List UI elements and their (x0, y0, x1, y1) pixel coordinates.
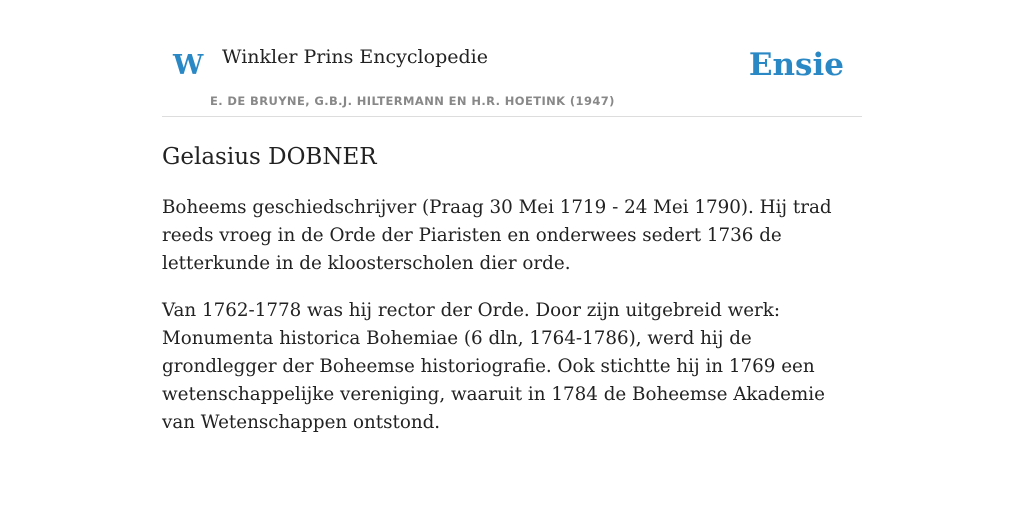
ensie-logo[interactable]: Ensie (748, 47, 844, 83)
publication-title[interactable]: Winkler Prins Encyclopedie (222, 46, 488, 68)
encyclopedia-logo[interactable]: W (173, 50, 204, 81)
article-paragraph: Boheems geschiedschrijver (Praag 30 Mei 1719 - 24 Mei 1790). Hij trad reeds vroeg in de Orde der Piaristen en onderwees sedert 1736 de letterkunde in de kloosterscholen dier orde. (162, 197, 832, 274)
publication-authors: E. DE BRUYNE, G.B.J. HILTERMANN EN H.R. HOETINK (1947) (210, 94, 615, 108)
article-paragraph: Van 1762-1778 was hij rector der Orde. Door zijn uitgebreid werk: Monumenta historica Bohemiae (6 dln, 1764-1786), werd hij de grondlegger der Boheemse historiografie. Ook stichtte hij in 1769 een wetenschappelijke vereniging, waaruit in 1784 de Boheemse Akademie van Wetenschappen ontstond. (162, 300, 825, 433)
encyclopedia-header (162, 0, 862, 117)
article-title: Gelasius DOBNER (162, 144, 377, 170)
article-card (162, 0, 862, 437)
